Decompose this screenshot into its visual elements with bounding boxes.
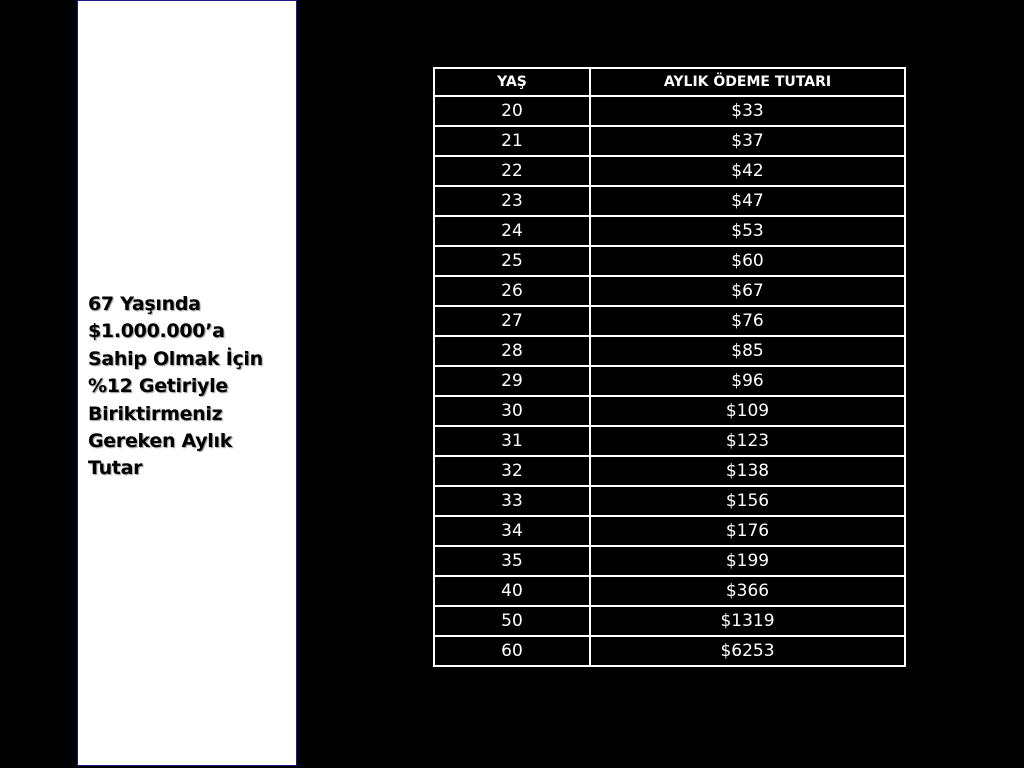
cell-monthly-payment: $53 bbox=[590, 216, 904, 246]
cell-age: 26 bbox=[435, 276, 590, 306]
table-row bbox=[435, 636, 904, 665]
cell-monthly-payment: $123 bbox=[590, 426, 904, 456]
table-row bbox=[435, 126, 904, 156]
cell-age: 23 bbox=[435, 186, 590, 216]
table-row bbox=[435, 306, 904, 336]
cell-monthly-payment: $109 bbox=[590, 396, 904, 426]
table-row bbox=[435, 546, 904, 576]
table-row bbox=[435, 516, 904, 546]
cell-age: 29 bbox=[435, 366, 590, 396]
table-row bbox=[435, 96, 904, 126]
table-header-row bbox=[435, 69, 904, 96]
table-row bbox=[435, 336, 904, 366]
cell-age: 40 bbox=[435, 576, 590, 606]
table-row bbox=[435, 366, 904, 396]
cell-monthly-payment: $42 bbox=[590, 156, 904, 186]
cell-monthly-payment: $33 bbox=[590, 96, 904, 126]
table-row bbox=[435, 246, 904, 276]
cell-monthly-payment: $85 bbox=[590, 336, 904, 366]
cell-monthly-payment: $199 bbox=[590, 546, 904, 576]
header-monthly-payment: AYLIK ÖDEME TUTARI bbox=[590, 69, 904, 96]
cell-monthly-payment: $76 bbox=[590, 306, 904, 336]
side-title: 67 Yaşında $1.000.000’a Sahip Olmak İçin %12 Getiriyle Biriktirmeniz Gereken Aylık Tutar bbox=[88, 293, 263, 480]
side-panel bbox=[77, 0, 297, 766]
table-row bbox=[435, 426, 904, 456]
cell-monthly-payment: $138 bbox=[590, 456, 904, 486]
table-body bbox=[435, 96, 904, 665]
cell-age: 24 bbox=[435, 216, 590, 246]
cell-monthly-payment: $176 bbox=[590, 516, 904, 546]
table-row bbox=[435, 486, 904, 516]
table-row bbox=[435, 396, 904, 426]
table-row bbox=[435, 456, 904, 486]
cell-monthly-payment: $60 bbox=[590, 246, 904, 276]
cell-monthly-payment: $37 bbox=[590, 126, 904, 156]
payment-table-container bbox=[433, 67, 906, 667]
cell-monthly-payment: $366 bbox=[590, 576, 904, 606]
table-row bbox=[435, 276, 904, 306]
cell-age: 20 bbox=[435, 96, 590, 126]
table-row bbox=[435, 186, 904, 216]
cell-age: 35 bbox=[435, 546, 590, 576]
cell-age: 31 bbox=[435, 426, 590, 456]
cell-monthly-payment: $1319 bbox=[590, 606, 904, 636]
table-row bbox=[435, 576, 904, 606]
header-age: YAŞ bbox=[435, 69, 590, 96]
cell-age: 27 bbox=[435, 306, 590, 336]
cell-age: 30 bbox=[435, 396, 590, 426]
cell-monthly-payment: $156 bbox=[590, 486, 904, 516]
cell-age: 50 bbox=[435, 606, 590, 636]
cell-monthly-payment: $6253 bbox=[590, 636, 904, 665]
cell-monthly-payment: $47 bbox=[590, 186, 904, 216]
cell-age: 32 bbox=[435, 456, 590, 486]
cell-age: 33 bbox=[435, 486, 590, 516]
monthly-payment-table bbox=[435, 69, 904, 665]
table-row bbox=[435, 216, 904, 246]
table-row bbox=[435, 606, 904, 636]
table-row bbox=[435, 156, 904, 186]
cell-monthly-payment: $67 bbox=[590, 276, 904, 306]
cell-age: 22 bbox=[435, 156, 590, 186]
cell-age: 28 bbox=[435, 336, 590, 366]
cell-age: 34 bbox=[435, 516, 590, 546]
cell-age: 21 bbox=[435, 126, 590, 156]
cell-age: 25 bbox=[435, 246, 590, 276]
cell-age: 60 bbox=[435, 636, 590, 665]
cell-monthly-payment: $96 bbox=[590, 366, 904, 396]
